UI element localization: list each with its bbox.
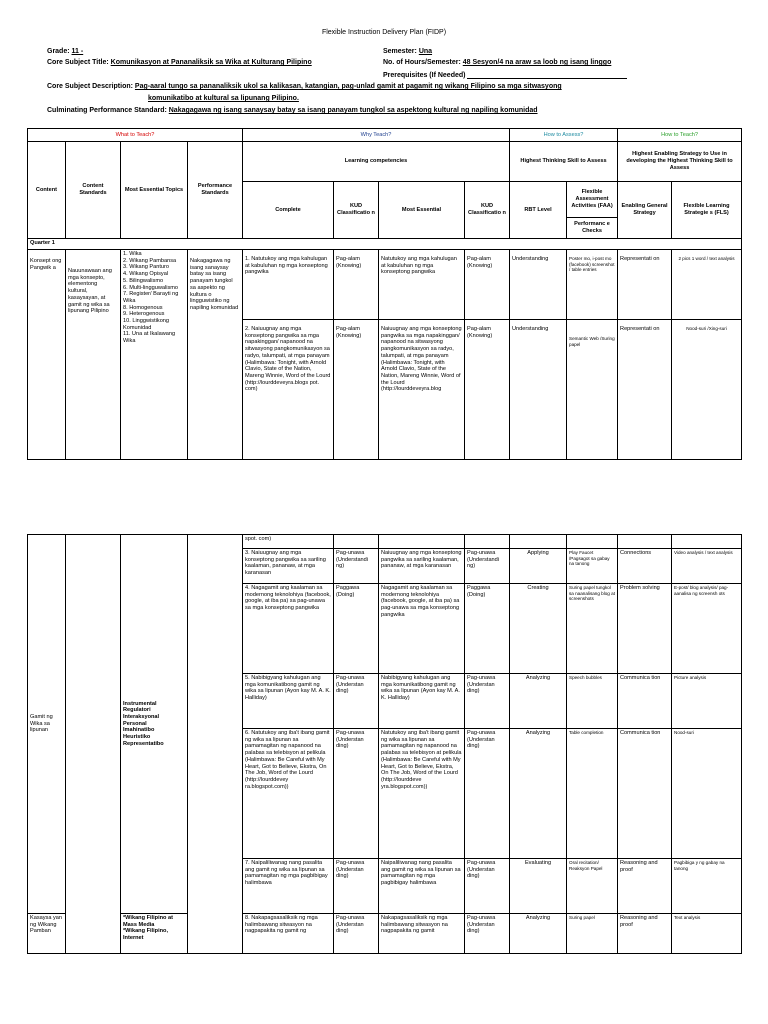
most-essential-topics-cell: 1. Wika 2. Wikang Pambansa 3. Wikang Panturo 4. Wikang Opisyal 5. Bilingwalismo 6. Multi-lingguwalismo 7. Register/ Barayti ng Wika 8. Homogenous 9. Heterogenous 10. Linggwistikong Komunidad 11. Una at Ikalawang Wika (121, 250, 188, 460)
enabling-general-strategy-cell: Representati on (618, 320, 672, 460)
culminating-standard-field (47, 107, 538, 114)
enabling-general-strategy-cell: Problem solving (618, 584, 672, 674)
rbt-level-cell: Creating (510, 584, 567, 674)
most-essential-competency-cell: Nabibigyang kahulugan ang mga komunikatibong gamit ng wika sa lipunan (Ayon kay M. A. K. Halliday) (379, 674, 465, 729)
semester-label: Semester: (383, 48, 417, 55)
kud-classification-cell: Pag-unawa (Understan ding) (465, 914, 510, 954)
kud-classification-header-2: KUD Classificatio n (465, 182, 510, 239)
kud-classification-cell: Pag-alam (Knowing) (465, 250, 510, 320)
most-essential-competency-cell: Naipaliliwanag nang pasalita ang gamit ng wika sa lipunan sa pamamagitan ng mga pagbibigay halimbawa (379, 859, 465, 914)
faa-cell: Table completion (567, 729, 618, 859)
page-break (0, 481, 768, 531)
core-title-value: Komunikasyon at Pananaliksik sa Wika at Kulturang Pilipino (110, 59, 312, 66)
kud-classification-cell: Pag-unawa (Understan ding) (334, 674, 379, 729)
empty-cell (672, 535, 742, 549)
enabling-general-strategy-cell: Reasoning and proof (618, 859, 672, 914)
fls-cell: Video analysis / text analysis (672, 549, 742, 584)
quarter-label: Quarter 1 (28, 239, 742, 250)
fls-cell: Text analysis (672, 914, 742, 954)
hours-field (383, 59, 611, 66)
most-essential-competency-cell: Naiuugnay ang mga konseptong pangwika sa sariling kaalaman, pananaw, at mga karanasan (379, 549, 465, 584)
culminating-standard-value: Nakagagawa ng isang sanaysay batay sa isang panayam tungkol sa aspektong kultural ng napiling komunidad (168, 107, 538, 114)
fidp-table-page2 (27, 534, 742, 954)
rbt-level-cell: Understanding (510, 320, 567, 460)
most-essential-topics-cell: *Wikang Filipino at Mass Media *Wikang Filipino, Internet (121, 914, 188, 954)
kud-classification-cell: Paggawa (Doing) (334, 584, 379, 674)
enabling-general-strategy-cell: Representati on (618, 250, 672, 320)
most-essential-competency-cell: Natutukoy ang mga kahulugan at kabuluhan ng mga konseptong pangwika (379, 250, 465, 320)
kud-classification-cell: Pag-unawa (Understan ding) (465, 729, 510, 859)
kud-classification-cell: Pag-unawa (Understan ding) (465, 859, 510, 914)
core-description-value-line1: Pag-aaral tungo sa pananaliksik ukol sa kalikasan, katangian, pag-unlad gamit at pagamit ng wikang Filipino sa mga sitwasyong (134, 83, 562, 90)
kud-classification-cell: Pag-unawa (Understandi ng) (334, 549, 379, 584)
faa-cell: Oral recitation/ Reaksyon Papel (567, 859, 618, 914)
table-row (28, 250, 742, 320)
enabling-general-strategy-cell: Communica tion (618, 729, 672, 859)
complete-competency-cell: 2. Naiuugnay ang mga konseptong pangwika sa mga napakinggan/ napanood na sitwasyong pangkomunikasyon sa radyo, talumpati, at mga panayam (Halimbawa: Tonight, with Arnold Clavio, State of the Nation, Mareng Winnie, Word of the Lourd (http://lourddeveyra.blogs pot. com) (243, 320, 334, 460)
table-row (28, 535, 742, 549)
empty-cell (510, 535, 567, 549)
complete-competency-cell: 5. Nabibigyang kahulugan ang mga komunikatibong gamit ng wika sa lipunan (Ayon kay M. A. K. Halliday) (243, 674, 334, 729)
performance-checks-header: Performanc e Checks (567, 218, 618, 239)
fls-cell: Pagbibiga y ng gabay na tanong (672, 859, 742, 914)
core-title-field (47, 59, 312, 66)
most-essential-header: Most Essential (379, 182, 465, 239)
content-cell: Konsept ong Pangwik a (28, 250, 66, 460)
fls-cell: Nood-suri (672, 729, 742, 859)
content-cell: Gamit ng Wika sa lipunan (28, 535, 66, 914)
content-standards-cell (66, 535, 121, 954)
continuation-cell: spot. com) (243, 535, 334, 549)
kud-classification-cell: Pag-unawa (Understan ding) (465, 674, 510, 729)
most-essential-competency-cell: Natutukoy ang iba't ibang gamit ng wika sa lipunan sa pamamagitan ng napanood na palabas sa telebisyon at pelikula (Halimbawa: Be Careful with My Heart, Got to Believe, Ekstra, On The Job, Word of the Lourd (http://lourddeve yra.blogspot.com)) (379, 729, 465, 859)
fidp-table-page1 (27, 128, 742, 460)
most-essential-competency-cell: Nakapagsasaliksik ng mga halimbawang sitwasyon na nagpapakita ng gamit (379, 914, 465, 954)
grade-value: 11 - (71, 48, 84, 55)
complete-competency-cell: 3. Naiuugnay ang mga konseptong pangwika sa sariling kaalaman, pananaw, at mga karanasan (243, 549, 334, 584)
kud-classification-cell: Pag-unawa (Understan ding) (334, 914, 379, 954)
most-essential-topics-cell: Instrumental Regulatori Interaksyonal Personal Imahinatibo Heuristiko Representatibo (121, 535, 188, 914)
faa-cell: Suring papel (567, 914, 618, 954)
most-essential-competency-cell: Naiuugnay ang mga konseptong pangwika sa mga napakinggan/ napanood na sitwasyong pangkomunikasyon sa radyo, talumpati, at mga panayam (Halimbawa: Tonight, with Arnold Clavio, State of the Nation, Mareng Winnie, Word of the Lourd (http://lourddeveyra.blog (379, 320, 465, 460)
complete-competency-cell: 4. Nagagamit ang kaalaman sa modernong teknolohiya (facebook, google, at iba pa) sa pag-unawa sa mga konseptong pangwika (243, 584, 334, 674)
empty-cell (618, 535, 672, 549)
kud-classification-header-1: KUD Classificatio n (334, 182, 379, 239)
kud-classification-cell: Pag-unawa (Understan ding) (334, 729, 379, 859)
performance-standards-header: Performance Standards (188, 142, 243, 239)
core-description-field (47, 83, 562, 90)
rbt-level-cell: Analyzing (510, 914, 567, 954)
complete-competency-cell: 1. Natutukoy ang mga kahulugan at kabuluhan ng mga konseptong pangwika (243, 250, 334, 320)
faa-cell: Speech bubbles (567, 674, 618, 729)
empty-cell (334, 535, 379, 549)
kud-classification-cell: Paggawa (Doing) (465, 584, 510, 674)
faa-cell: Semantic Web /Suring papel (567, 320, 618, 460)
how-to-teach-header: How to Teach? (618, 129, 742, 142)
highest-enabling-strategy-header: Highest Enabling Strategy to Use in developing the Highest Thinking Skill to Assess (618, 142, 742, 182)
rbt-level-cell: Analyzing (510, 729, 567, 859)
what-to-teach-header: What to Teach? (28, 129, 243, 142)
kud-classification-cell: Pag-alam (Knowing) (334, 250, 379, 320)
core-description-label: Core Subject Description: (47, 83, 133, 90)
enabling-general-strategy-cell: Reasoning and proof (618, 914, 672, 954)
how-to-assess-header: How to Assess? (510, 129, 618, 142)
rbt-level-cell: Analyzing (510, 674, 567, 729)
performance-standards-cell: Nakagagawa ng isang sanaysay batay sa isang panayam tungkol sa aspekto ng kultura o lingguwistiko ng napiling komunidad (188, 250, 243, 460)
kud-classification-cell: Pag-alam (Knowing) (334, 320, 379, 460)
enabling-general-strategy-cell: Connections (618, 549, 672, 584)
empty-cell (567, 535, 618, 549)
prerequisites-field (383, 71, 627, 79)
core-description-value-line2: komunikatibo at kultural sa lipunang Pilipino. (148, 95, 299, 102)
grade-field (47, 48, 83, 55)
empty-cell (465, 535, 510, 549)
hours-label: No. of Hours/Semester: (383, 59, 461, 66)
highest-thinking-skill-header: Highest Thinking Skill to Assess (510, 142, 618, 182)
rbt-level-cell: Evaluating (510, 859, 567, 914)
fls-cell: Picture analysis (672, 674, 742, 729)
performance-standards-cell (188, 535, 243, 954)
content-standards-cell: Nauunawaan ang mga konsepto, elementong kultural, kasaysayan, at gamit ng wika sa lipunang Pilipino (66, 250, 121, 460)
document-title: Flexible Instruction Delivery Plan (FIDP) (321, 29, 447, 36)
complete-header: Complete (243, 182, 334, 239)
learning-competencies-header: Learning competencies (243, 142, 510, 182)
faa-cell: Poster mo, i-post mo (facebook) screenshot / table entries (567, 250, 618, 320)
rbt-level-cell: Applying (510, 549, 567, 584)
rbt-level-header: RBT Level (510, 182, 567, 239)
most-essential-topics-header: Most Essential Topics (121, 142, 188, 239)
semester-field (383, 48, 432, 55)
why-teach-header: Why Teach? (243, 129, 510, 142)
content-standards-header: Content Standards (66, 142, 121, 239)
fls-cell: E-post/ blog analysis/ pag-aanalisa ng screensh ots (672, 584, 742, 674)
complete-competency-cell: 8. Nakapagsasaliksik ng mga halimbawang sitwasyon na nagpapakita ng gamit ng (243, 914, 334, 954)
complete-competency-cell: 7. Naipaliliwanag nang pasalita ang gamit ng wika sa lipunan sa pamamagitan ng mga pagbibigay halimbawa (243, 859, 334, 914)
empty-cell (379, 535, 465, 549)
culminating-standard-label: Culminating Performance Standard: (47, 107, 167, 114)
core-title-label: Core Subject Title: (47, 59, 109, 66)
table-row (28, 914, 742, 954)
content-header: Content (28, 142, 66, 239)
faa-cell: Suring papel tungkol sa naanalisang blog at screenshots (567, 584, 618, 674)
fls-cell: 2 pics 1 word / text analysis (672, 250, 742, 320)
grade-label: Grade: (47, 48, 70, 55)
kud-classification-cell: Pag-unawa (Understan ding) (334, 859, 379, 914)
faa-header: Flexible Assessment Activities (FAA) (567, 182, 618, 218)
hours-value: 48 Sesyon/4 na araw sa loob ng isang linggo (462, 59, 612, 66)
most-essential-competency-cell: Nagagamit ang kaalaman sa modernong teknolohiya (facebook, google, at iba pa) sa pag-unawa sa mga konseptong pangwika (379, 584, 465, 674)
content-cell: Kasaysa yan ng Wikang Pamban (28, 914, 66, 954)
kud-classification-cell: Pag-alam (Knowing) (465, 320, 510, 460)
prerequisites-blank-line (467, 71, 627, 79)
fls-cell: Nood-suri /Xing-suri (672, 320, 742, 460)
complete-competency-cell: 6. Natutukoy ang iba't ibang gamit ng wika sa lipunan sa pamamagitan ng napanood na palabas sa telebisyon at pelikula (Halimbawa: Be Careful with My Heart, Got to Believe, Ekstra, On The Job, Word of the Lourd (http://lourddevey ra.blogspot.com)) (243, 729, 334, 859)
core-description-field-line2 (148, 95, 299, 102)
fls-header: Flexible Learning Strategie s (FLS) (672, 182, 742, 239)
rbt-level-cell: Understanding (510, 250, 567, 320)
semester-value: Una (418, 48, 433, 55)
prerequisites-label: Prerequisites (If Needed) (383, 72, 466, 79)
enabling-general-strategy-header: Enabling General Strategy (618, 182, 672, 239)
enabling-general-strategy-cell: Communica tion (618, 674, 672, 729)
faa-cell: Play Faucet /Pagsagot sa gabay na tanong (567, 549, 618, 584)
kud-classification-cell: Pag-unawa (Understandi ng) (465, 549, 510, 584)
